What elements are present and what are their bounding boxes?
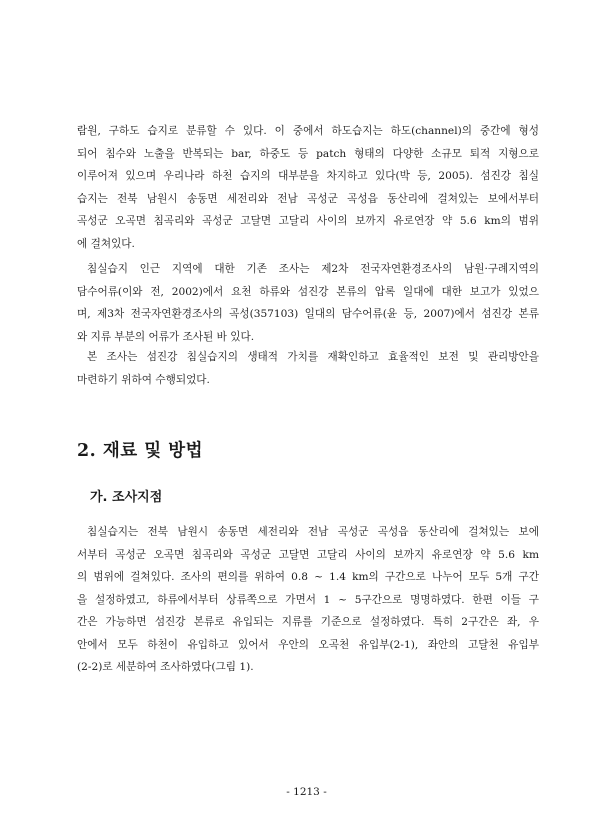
text-line: 간은 가능하면 섬진강 본류로 유입되는 지류를 기준으로 설정하였다. 특히 2구간은 좌, 우 <box>77 616 539 628</box>
text-line: 의 범위에 걸쳐있다. 조사의 편의를 위하여 0.8 ~ 1.4 km의 구간으로 나누어 모두 5개 구간 <box>77 571 539 583</box>
text-line: 람원, 구하도 습지로 분류할 수 있다. 이 중에서 하도습지는 하도(channel)의 중간에 형성 <box>77 125 539 137</box>
text-line: 며, 제3차 전국자연환경조사의 곡성(357103) 일대의 담수어류(윤 등, 2007)에서 섬진강 본류 <box>77 308 539 320</box>
subsection-heading: 가. 조사지점 <box>90 490 163 505</box>
paragraph-previous-surveys <box>77 258 539 348</box>
text-line: 이루어져 있으며 우리나라 하천 습지의 대부분을 차지하고 있다(박 등, 2005). 섬진강 침실 <box>77 170 539 182</box>
paragraph-intro-continued <box>77 120 539 255</box>
text-line: 침실습지는 전북 남원시 송동면 세전리와 전남 곡성군 곡성읍 동산리에 걸쳐있는 보에 <box>87 526 539 538</box>
page-number: - 1213 - <box>286 786 327 798</box>
text-line: 안에서 모두 하천이 유입하고 있어서 우안의 오곡천 유입부(2-1), 좌안의 고달천 유입부 <box>77 638 539 651</box>
text-line: 마련하기 위하여 수행되었다. <box>77 373 210 386</box>
text-line: 담수어류(이와 전, 2002)에서 요천 하류와 섬진강 본류의 압록 일대에 대한 보고가 있었으 <box>77 285 539 298</box>
text-line: 에 걸쳐있다. <box>77 237 135 250</box>
text-line: (2-2)로 세분하여 조사하였다(그림 1). <box>77 661 254 673</box>
text-line: 침실습지 인근 지역에 대한 기존 조사는 제2차 전국자연환경조사의 남원·구례지역의 <box>87 263 539 275</box>
paragraph-purpose <box>77 346 539 391</box>
text-line: 을 설정하였고, 하류에서부터 상류쪽으로 가면서 1 ~ 5구간으로 명명하였다. 한편 이들 구 <box>77 593 539 606</box>
text-line: 습지는 전북 남원시 송동면 세전리와 전남 곡성군 곡성읍 동산리에 걸쳐있는 보에서부터 <box>77 192 539 205</box>
section-heading: 2. 재료 및 방법 <box>77 441 204 461</box>
text-line: 되어 침수와 노출을 반복되는 bar, 하중도 등 patch 형태의 다양한 소규모 퇴적 지형으로 <box>77 147 539 160</box>
text-line: 와 지류 부분의 어류가 조사된 바 있다. <box>77 330 255 343</box>
text-line: 서부터 곡성군 오곡면 침곡리와 곡성군 고달면 고달리 사이의 보까지 유로연장 약 5.6 km <box>77 548 539 561</box>
paragraph-survey-sites <box>77 521 539 679</box>
text-line: 곡성군 오곡면 침곡리와 곡성군 고달면 고달리 사이의 보까지 유로연장 약 5.6 km의 범위 <box>77 215 539 227</box>
text-line: 본 조사는 섬진강 침실습지의 생태적 가치를 재확인하고 효율적인 보전 및 관리방안을 <box>87 351 539 363</box>
